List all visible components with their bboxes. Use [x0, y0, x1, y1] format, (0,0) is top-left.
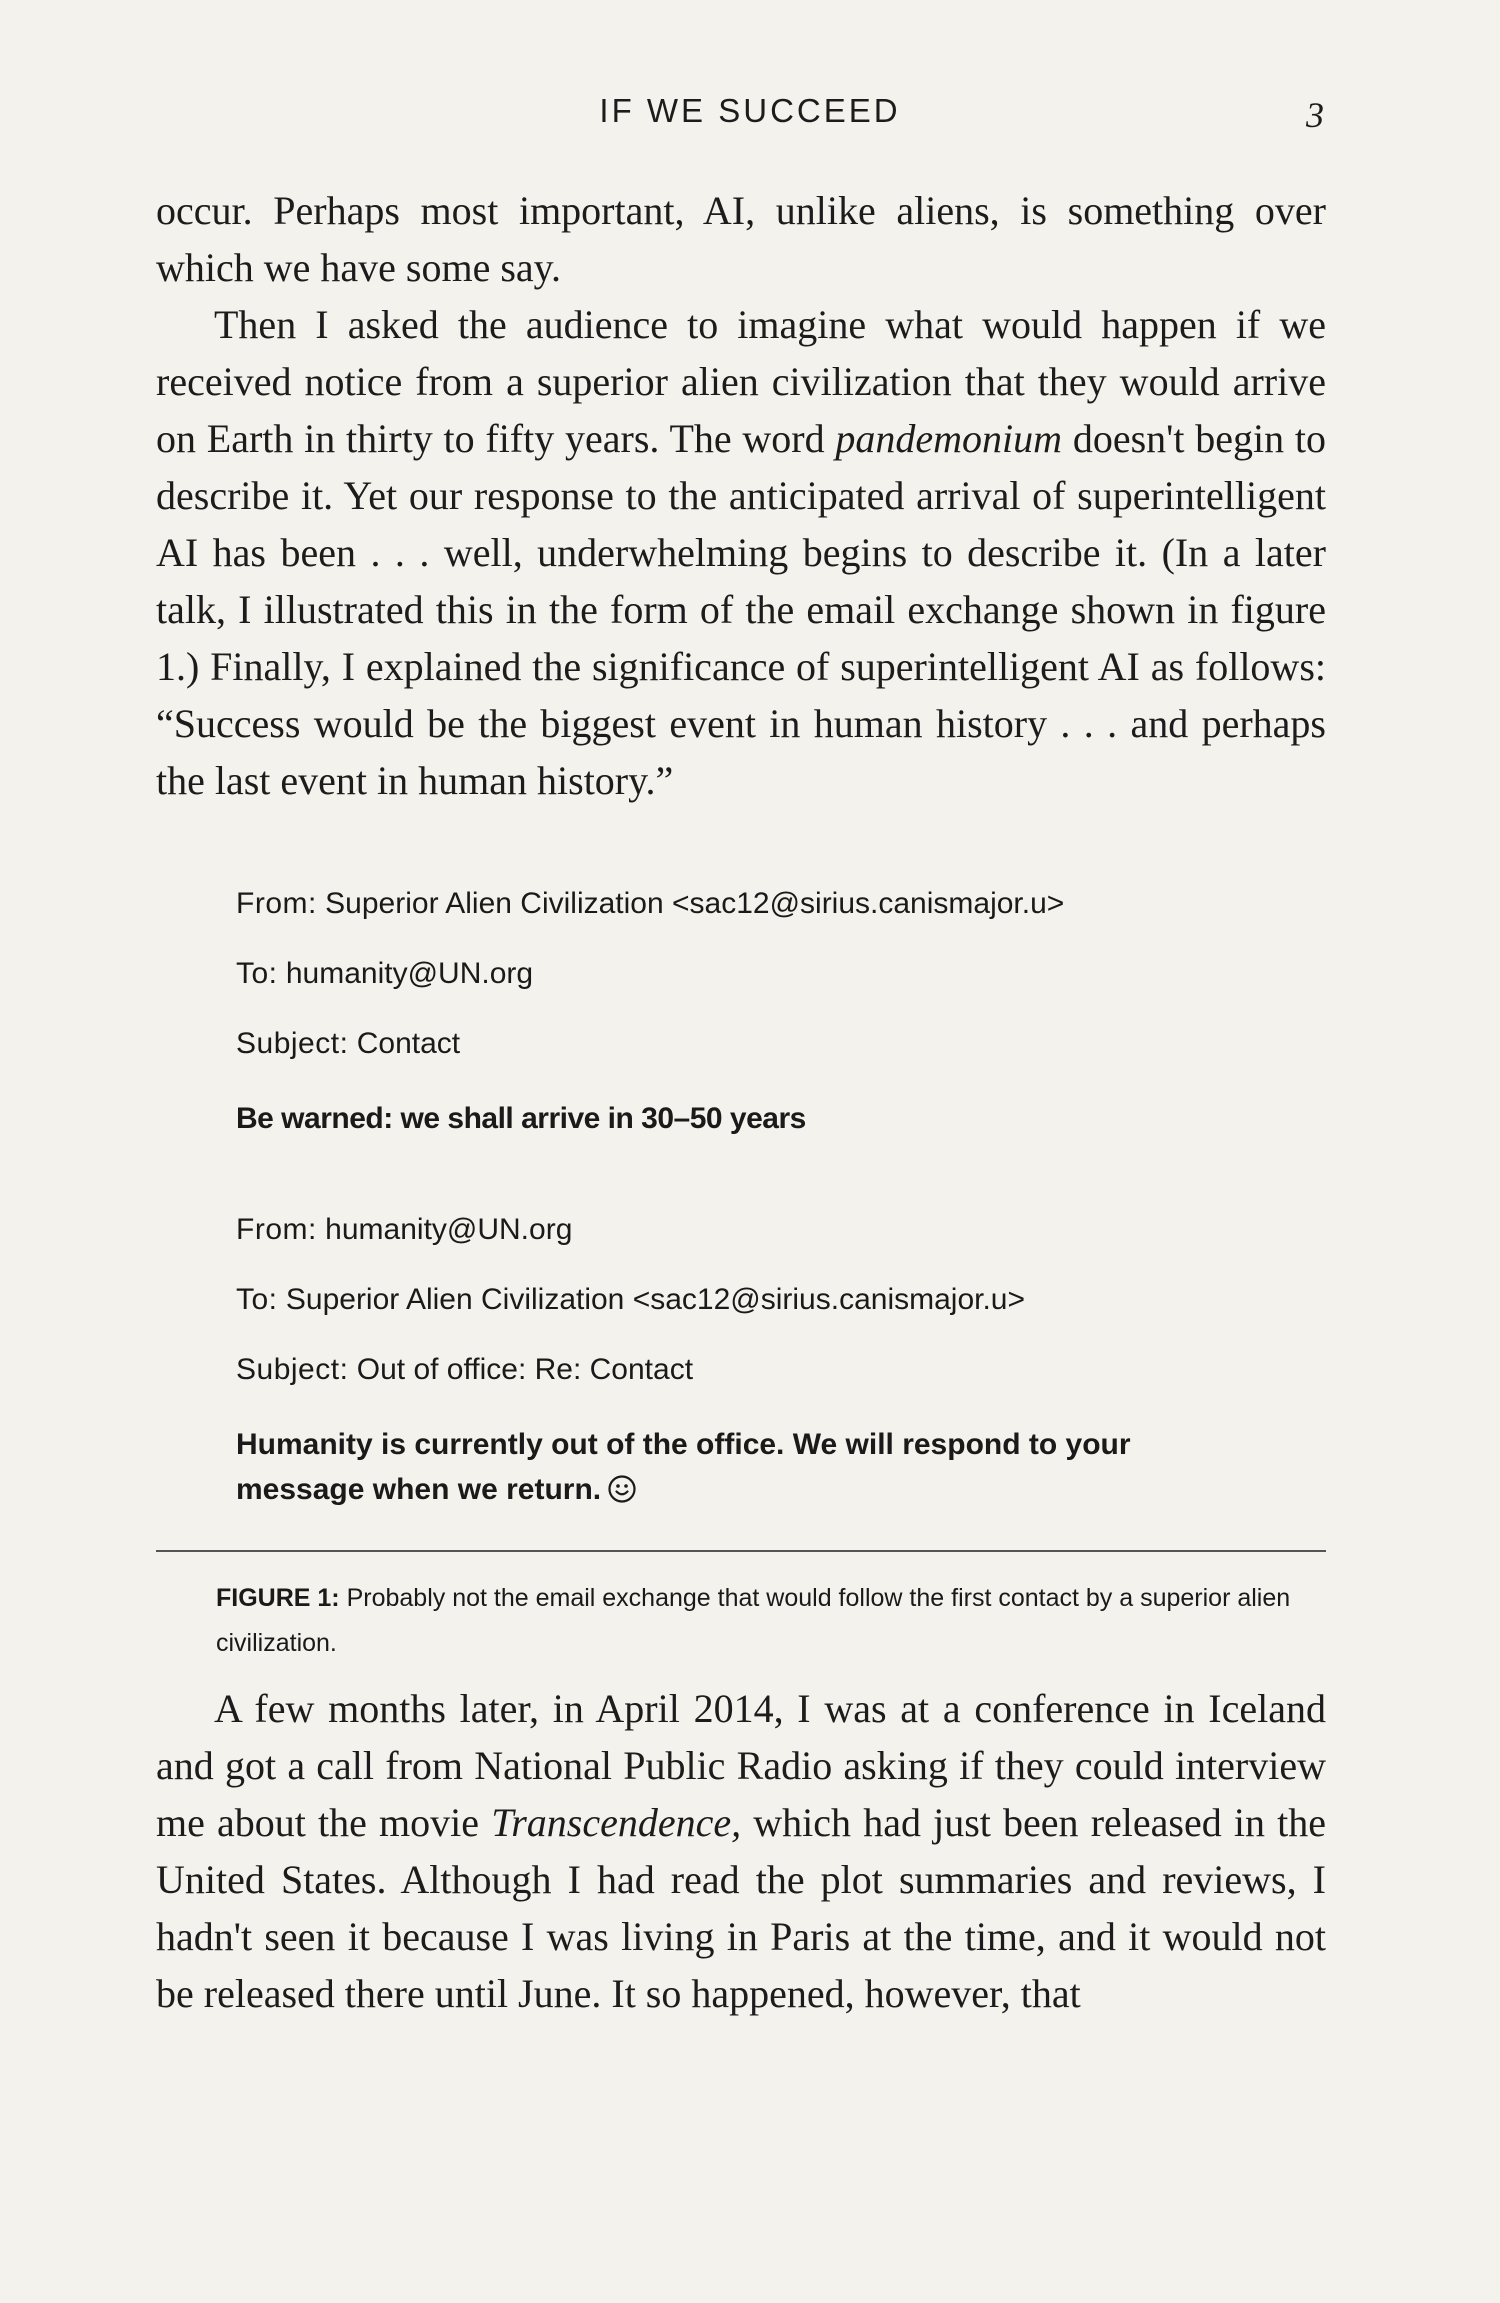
page-number: 3 — [1306, 95, 1324, 135]
email-to-value: humanity@UN.org — [285, 957, 534, 990]
figure-label: FIGURE 1: — [216, 1584, 340, 1612]
smiley-icon — [607, 1474, 637, 1504]
email-to-line — [236, 956, 1326, 991]
paragraph-text: doesn't begin to describe it. Yet our response to the anticipated arrival of superintelligent AI has been . . . well, underwhelming begins to describe it. (In a later talk, I illustrated this in the form of the email exchange shown in figure 1.) Finally, I explained the significance of superintelligent AI as follows: “Success would be the biggest event in human history . . . and perhaps the last event in human history.” — [156, 416, 1326, 803]
figure-1 — [156, 886, 1326, 1666]
paragraph-continued: occur. Perhaps most important, AI, unlike aliens, is something over which we have some say. — [156, 188, 1326, 290]
email-subject-line — [236, 1352, 1326, 1387]
email-from-value: humanity@UN.org — [325, 1213, 573, 1246]
email-message-incoming — [236, 886, 1326, 1141]
paragraph-npr-interview — [156, 1680, 1326, 2022]
subject-label: Subject: — [236, 1027, 349, 1060]
paragraph-text: Then I asked the audience to imagine what would happen if we received notice from a superior alien civilization that they would arrive on Earth in thirty to fifty years. The word — [156, 302, 1326, 461]
email-body-text: Humanity is currently out of the office. We will respond to your message when we return. — [236, 1428, 1131, 1506]
email-from-line — [236, 886, 1326, 921]
email-message-reply — [236, 1212, 1326, 1512]
figure-divider — [156, 1550, 1326, 1552]
figure-caption-text: Probably not the email exchange that would follow the first contact by a superior alien civilization. — [216, 1584, 1291, 1657]
figure-caption — [216, 1576, 1296, 1666]
from-label: From: — [236, 1213, 317, 1246]
subject-label: Subject: — [236, 1353, 349, 1386]
body-text-top — [156, 182, 1326, 809]
email-subject-line — [236, 1026, 1326, 1061]
email-subject-value: Out of office: Re: Contact — [356, 1353, 694, 1386]
email-body — [236, 1422, 1236, 1512]
paragraph-text: A few months later, in April 2014, I was at a conference in Iceland and got a call from National Public Radio asking if they could interview me about the movie — [156, 1686, 1326, 1845]
from-label: From: — [236, 887, 317, 920]
body-text-bottom — [156, 1680, 1326, 2022]
running-head: IF WE SUCCEED — [599, 92, 901, 129]
email-from-line — [236, 1212, 1326, 1247]
to-label: To: — [236, 957, 278, 990]
paragraph-text: which had just been released in the United States. Although I had read the plot summaries and reviews, I hadn't seen it because I was living in Paris at the time, and it would not be released there until June. It so happened, however, that — [156, 1800, 1326, 2016]
to-label: To: — [236, 1283, 278, 1316]
email-body: Be warned: we shall arrive in 30–50 years — [236, 1102, 806, 1135]
email-to-line — [236, 1282, 1326, 1317]
paragraph-alien-notice — [156, 296, 1326, 809]
email-from-value: Superior Alien Civilization <sac12@sirius.canismajor.u> — [325, 887, 1065, 920]
email-subject-value: Contact — [356, 1027, 461, 1060]
email-to-value: Superior Alien Civilization <sac12@sirius.canismajor.u> — [285, 1283, 1026, 1316]
page-header — [0, 92, 1500, 142]
italic-title: Transcendence, — [491, 1800, 742, 1845]
italic-term: pandemonium — [835, 416, 1063, 461]
